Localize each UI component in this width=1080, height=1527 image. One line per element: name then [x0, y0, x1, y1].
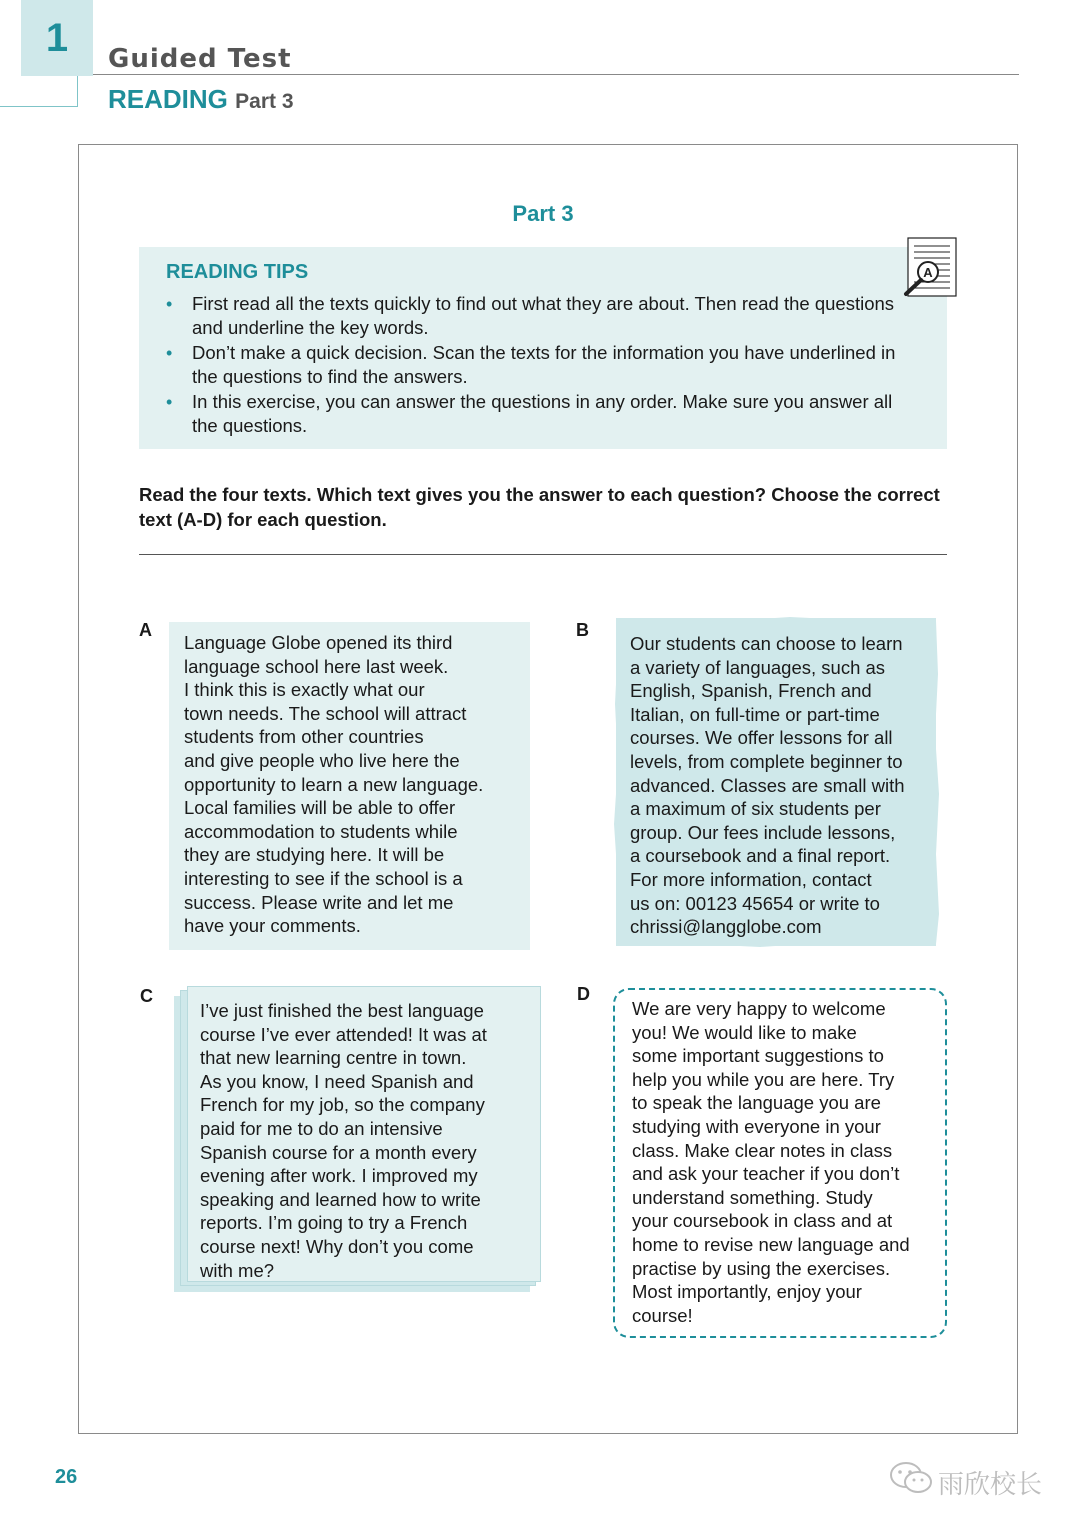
- text-line: have your comments.: [184, 915, 361, 937]
- wechat-icon: [888, 1460, 934, 1496]
- text-line: they are studying here. It will be: [184, 844, 445, 866]
- text-a-box: [169, 622, 530, 950]
- text-line: accommodation to students while: [184, 820, 458, 842]
- text-line: Spanish course for a month every: [200, 1141, 477, 1163]
- unit-number: 1: [21, 0, 93, 76]
- text-line: a maximum of six students per: [630, 798, 881, 820]
- text-c-content: [200, 999, 532, 1282]
- header-divider: [93, 74, 1019, 75]
- text-line: French for my job, so the company: [200, 1094, 485, 1116]
- section-title-reading: READING: [108, 84, 228, 114]
- magnifier-document-icon: [900, 236, 958, 300]
- text-b-box: [616, 618, 936, 946]
- text-line: class. Make clear notes in class: [632, 1139, 893, 1161]
- text-line: help you while you are here. Try: [632, 1068, 895, 1090]
- text-line: advanced. Classes are small with: [630, 774, 905, 796]
- tip-text: In this exercise, you can answer the questions in any order. Make sure you answer all the questions.: [192, 391, 893, 436]
- reading-tips-box: [139, 247, 947, 449]
- tip-text: Don’t make a quick decision. Scan the texts for the information you have underlined in the questions to find the answers.: [192, 342, 896, 387]
- text-line: As you know, I need Spanish and: [200, 1070, 474, 1092]
- text-line: course I’ve ever attended! It was at: [200, 1023, 487, 1045]
- text-b-content: [630, 632, 932, 939]
- text-line: a coursebook and a final report.: [630, 845, 891, 867]
- part-title: Part 3: [512, 201, 574, 226]
- text-line: speaking and learned how to write: [200, 1188, 481, 1210]
- text-line: town needs. The school will attract: [184, 702, 467, 724]
- tip-text: First read all the texts quickly to find out what they are about. Then read the questions and underline the key words.: [192, 293, 895, 338]
- bullet-icon: •: [166, 343, 173, 363]
- text-d-letter: D: [577, 984, 590, 1004]
- reading-tips-list: [166, 292, 921, 438]
- text-line: to speak the language you are: [632, 1092, 881, 1114]
- text-c-letter: C: [140, 986, 153, 1006]
- text-c-box: [187, 986, 541, 1282]
- text-line: your coursebook in class and at: [632, 1210, 893, 1232]
- text-b-letter: B: [576, 620, 589, 640]
- text-line: and ask your teacher if you don’t: [632, 1163, 900, 1185]
- text-d-box: [613, 988, 947, 1338]
- text-a-content: [184, 631, 520, 938]
- bullet-icon: •: [166, 294, 173, 314]
- watermark: [888, 1460, 1058, 1500]
- text-line: Most importantly, enjoy your: [632, 1281, 862, 1303]
- text-line: courses. We offer lessons for all: [630, 727, 893, 749]
- text-line: group. Our fees include lessons,: [630, 821, 896, 843]
- task-instruction: Read the four texts. Which text gives you the answer to each question? Choose the correct text (A-D) for each question.: [139, 484, 940, 530]
- text-line: success. Please write and let me: [184, 891, 454, 913]
- text-line: practise by using the exercises.: [632, 1257, 891, 1279]
- text-line: levels, from complete beginner to: [630, 750, 903, 772]
- bullet-icon: •: [166, 392, 173, 412]
- text-line: For more information, contact: [630, 868, 872, 890]
- section-title: [108, 84, 294, 115]
- text-line: I think this is exactly what our: [184, 679, 425, 701]
- text-line: some important suggestions to: [632, 1045, 884, 1067]
- text-line: language school here last week.: [184, 655, 449, 677]
- text-line: studying with everyone in your: [632, 1115, 881, 1137]
- text-line: English, Spanish, French and: [630, 680, 872, 702]
- tip-item: [166, 341, 921, 389]
- instruction-divider: [139, 554, 947, 555]
- text-d-content: [632, 997, 939, 1327]
- reading-tips-heading: READING TIPS: [166, 261, 309, 283]
- text-line: a variety of languages, such as: [630, 656, 886, 678]
- text-line: evening after work. I improved my: [200, 1165, 478, 1187]
- text-line: that new learning centre in town.: [200, 1047, 467, 1069]
- text-line: paid for me to do an intensive: [200, 1117, 443, 1139]
- text-line: students from other countries: [184, 726, 424, 748]
- tip-item: [166, 292, 921, 340]
- text-line: We are very happy to welcome: [632, 998, 886, 1019]
- text-line: and give people who live here the: [184, 749, 460, 771]
- text-line: course!: [632, 1304, 693, 1326]
- text-line: opportunity to learn a new language.: [184, 773, 484, 795]
- text-line: home to revise new language and: [632, 1233, 910, 1255]
- text-line: Local families will be able to offer: [184, 797, 456, 819]
- text-line: understand something. Study: [632, 1186, 873, 1208]
- text-line: reports. I’m going to try a French: [200, 1212, 468, 1234]
- guided-test-title: Guided Test: [108, 44, 292, 74]
- text-line: us on: 00123 45654 or write to: [630, 892, 880, 914]
- text-line: you! We would like to make: [632, 1021, 857, 1043]
- text-line: course next! Why don’t you come: [200, 1235, 474, 1257]
- tip-item: [166, 390, 921, 438]
- text-line: chrissi@langglobe.com: [630, 916, 822, 938]
- text-line: Language Globe opened its third: [184, 632, 453, 653]
- text-line: I’ve just finished the best language: [200, 1000, 484, 1021]
- text-line: Italian, on full-time or part-time: [630, 703, 880, 725]
- section-title-part: Part 3: [235, 90, 294, 113]
- watermark-text: 雨欣校长: [938, 1469, 1043, 1499]
- text-line: with me?: [200, 1259, 275, 1281]
- text-line: Our students can choose to learn: [630, 633, 903, 654]
- icon-letter: A: [923, 265, 933, 280]
- text-line: interesting to see if the school is a: [184, 867, 463, 889]
- page-number: 26: [55, 1466, 78, 1488]
- text-a-letter: A: [139, 620, 152, 640]
